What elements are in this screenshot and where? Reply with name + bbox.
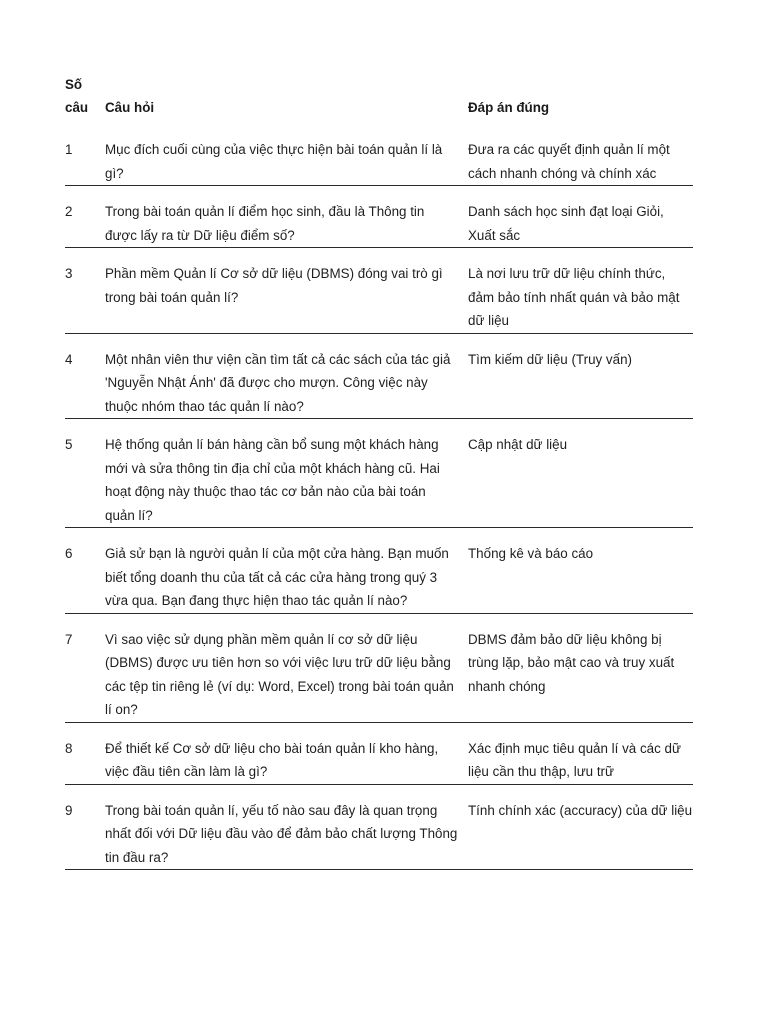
table-row — [65, 248, 693, 334]
question-number: 7 — [65, 613, 105, 722]
question-number: 2 — [65, 186, 105, 248]
table-row — [65, 528, 693, 614]
header-number-line2: câu — [65, 100, 89, 115]
question-text: Phần mềm Quản lí Cơ sở dữ liệu (DBMS) đóng vai trò gì trong bài toán quản lí? — [105, 248, 468, 334]
question-number: 8 — [65, 722, 105, 784]
question-text: Một nhân viên thư viện cần tìm tất cả các sách của tác giả 'Nguyễn Nhật Ánh' đã được cho mượn. Công việc này thuộc nhóm thao tác quản lí nào? — [105, 333, 468, 419]
question-number: 5 — [65, 419, 105, 528]
question-text: Trong bài toán quản lí, yếu tố nào sau đây là quan trọng nhất đối với Dữ liệu đầu vào để đảm bảo chất lượng Thông tin đầu ra? — [105, 784, 468, 870]
correct-answer: Xác định mục tiêu quản lí và các dữ liệu cần thu thập, lưu trữ — [468, 722, 693, 784]
question-number: 6 — [65, 528, 105, 614]
header-number-line1: Số — [65, 77, 83, 92]
question-text: Giả sử bạn là người quản lí của một cửa hàng. Bạn muốn biết tổng doanh thu của tất cả các cửa hàng trong quý 3 vừa qua. Bạn đang thực hiện thao tác quản lí nào? — [105, 528, 468, 614]
correct-answer: Thống kê và báo cáo — [468, 528, 693, 614]
question-text: Trong bài toán quản lí điểm học sinh, đầu là Thông tin được lấy ra từ Dữ liệu điểm số? — [105, 186, 468, 248]
correct-answer: Tìm kiếm dữ liệu (Truy vấn) — [468, 333, 693, 419]
correct-answer: Danh sách học sinh đạt loại Giỏi, Xuất sắc — [468, 186, 693, 248]
correct-answer: DBMS đảm bảo dữ liệu không bị trùng lặp, bảo mật cao và truy xuất nhanh chóng — [468, 613, 693, 722]
table-row — [65, 784, 693, 870]
question-text: Mục đích cuối cùng của việc thực hiện bài toán quản lí là gì? — [105, 124, 468, 186]
correct-answer: Đưa ra các quyết định quản lí một cách nhanh chóng và chính xác — [468, 124, 693, 186]
table-body — [65, 124, 693, 870]
question-number: 4 — [65, 333, 105, 419]
question-text: Vì sao việc sử dụng phần mềm quản lí cơ sở dữ liệu (DBMS) được ưu tiên hơn so với việc lưu trữ dữ liệu bằng các tệp tin riêng lẻ (ví dụ: Word, Excel) trong bài toán quản lí on? — [105, 613, 468, 722]
question-number: 9 — [65, 784, 105, 870]
table-row — [65, 419, 693, 528]
question-text: Hệ thống quản lí bán hàng cần bổ sung một khách hàng mới và sửa thông tin địa chỉ của một khách hàng cũ. Hai hoạt động này thuộc thao tác cơ bản nào của bài toán quản lí? — [105, 419, 468, 528]
table-row — [65, 333, 693, 419]
correct-answer: Cập nhật dữ liệu — [468, 419, 693, 528]
table-row — [65, 613, 693, 722]
header-question: Câu hỏi — [105, 99, 155, 115]
table-row — [65, 722, 693, 784]
correct-answer: Tính chính xác (accuracy) của dữ liệu — [468, 784, 693, 870]
header-answer: Đáp án đúng — [468, 99, 550, 115]
table-header — [65, 73, 693, 124]
question-number: 3 — [65, 248, 105, 334]
qa-table — [65, 73, 693, 870]
table-row — [65, 124, 693, 186]
header-number — [65, 73, 105, 124]
header-row — [65, 73, 693, 124]
question-text: Để thiết kế Cơ sở dữ liệu cho bài toán quản lí kho hàng, việc đầu tiên cần làm là gì? — [105, 722, 468, 784]
question-number: 1 — [65, 124, 105, 186]
correct-answer: Là nơi lưu trữ dữ liệu chính thức, đảm bảo tính nhất quán và bảo mật dữ liệu — [468, 248, 693, 334]
table-row — [65, 186, 693, 248]
